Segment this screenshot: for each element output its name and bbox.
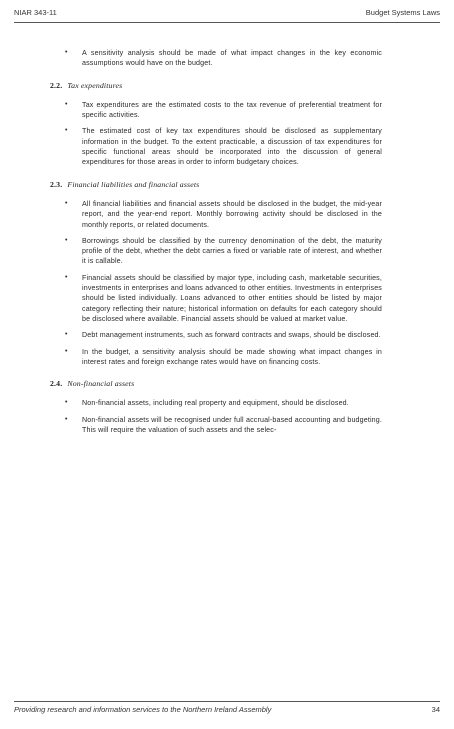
list-item-text: Borrowings should be classified by the currency denomination of the debt, the maturity profile of the debt, whether the debt carries a fixed or variable rate of interest, and whether it is callable.: [82, 236, 382, 266]
bullet-icon: •: [65, 331, 68, 339]
document-reference: NIAR 343-11: [14, 8, 57, 17]
bullet-icon: •: [65, 273, 68, 281]
list-item-text: All financial liabilities and financial assets should be disclosed in the budget, the mid-year report, and the year-end report. Monthly borrowing activity should be disclosed in the monthly reports, or related documents.: [82, 199, 382, 229]
list-item-text: The estimated cost of key tax expenditures should be disclosed as supplementary information in the budget. To the extent practicable, a discussion of tax expenditures for specific functional areas should be incorporated into the discussion of general expenditures for those areas in order to inform budgetary choices.: [82, 127, 382, 167]
list-item-text: A sensitivity analysis should be made of what impact changes in the key economic assumptions would have on the budget.: [82, 49, 382, 68]
list-item: [60, 199, 382, 230]
bullet-icon: •: [65, 347, 68, 355]
header-rule: [14, 22, 440, 23]
bullet-icon: •: [65, 236, 68, 244]
section-heading: [50, 180, 382, 190]
list-item: [60, 48, 382, 69]
page-footer: [14, 705, 440, 714]
bullet-icon: •: [65, 399, 68, 407]
list-item: [60, 398, 382, 408]
intro-bullet-list: [60, 48, 382, 69]
document-title: Budget Systems Laws: [365, 8, 440, 17]
section-bullet-list: [60, 199, 382, 367]
page-body: [50, 48, 382, 441]
section-number: 2.4.: [50, 379, 63, 389]
bullet-icon: •: [65, 415, 68, 423]
list-item-text: In the budget, a sensitivity analysis should be made showing what impact changes in interest rates and foreign exchange rates would have on financing costs.: [82, 347, 382, 366]
section-title: Tax expenditures: [67, 80, 123, 90]
list-item-text: Non-financial assets will be recognised under full accrual-based accounting and budgeting. This will require the valuation of such assets and the selec-: [82, 415, 382, 435]
bullet-icon: •: [65, 199, 68, 207]
footer-text: Providing research and information services to the Northern Ireland Assembly: [14, 705, 272, 714]
section-bullet-list: [60, 100, 382, 168]
list-item-text: Debt management instruments, such as forward contracts and swaps, should be disclosed.: [82, 331, 381, 340]
section-heading: [50, 81, 382, 91]
bullet-icon: •: [65, 49, 68, 56]
list-item: [60, 330, 382, 340]
section-number: 2.2.: [50, 80, 63, 90]
page-number: 34: [431, 705, 440, 714]
section-number: 2.3.: [50, 179, 63, 189]
list-item: [60, 236, 382, 267]
list-item-text: Tax expenditures are the estimated costs to the tax revenue of preferential treatment for specific activities.: [82, 100, 382, 120]
list-item: [60, 126, 382, 167]
bullet-icon: •: [65, 100, 68, 108]
page-header: [14, 8, 440, 17]
list-item-text: Non-financial assets, including real property and equipment, should be disclosed.: [82, 399, 349, 408]
list-item-text: Financial assets should be classified by major type, including cash, marketable securities, investments in enterprises and loans advanced to other entities. Investments in enterprises should be listed individually. Loans advanced to other entities should be listed by major category reflecting their nature; historical information on defaults for each category should be disclosed where available. Financial assets should be valued at market value.: [82, 273, 382, 323]
section-bullet-list: [60, 398, 382, 435]
bullet-icon: •: [65, 127, 68, 135]
list-item: [60, 273, 382, 324]
footer-rule: [14, 701, 440, 702]
list-item: [60, 415, 382, 436]
section-heading: [50, 379, 382, 389]
list-item: [60, 347, 382, 368]
list-item: [60, 100, 382, 121]
section-title: Non-financial assets: [67, 379, 135, 389]
section-title: Financial liabilities and financial assets: [67, 179, 200, 189]
